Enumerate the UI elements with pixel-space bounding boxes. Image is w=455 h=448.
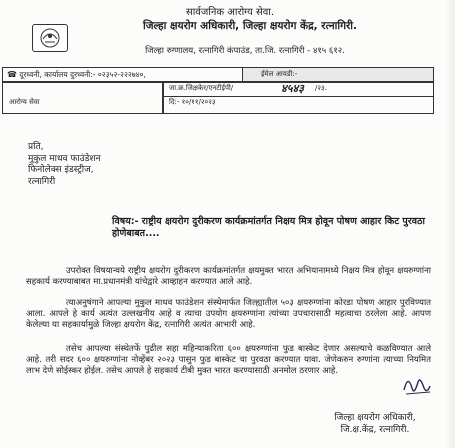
header-address: जिल्हा रुग्णालय, रत्नागिरी कंपाउंड, ता.जि. रत्नागिरी - ४१५ ६१२. (145, 46, 345, 56)
header-service: सार्वजनिक आरोग्य सेवा. (185, 7, 275, 18)
email-label: ईमेल आयडी:- (261, 70, 298, 78)
reference-prefix: जा.क्र.जिक्षकेर/एनटीईपी/ (169, 84, 234, 92)
reference-divider (163, 96, 433, 97)
department-cell (2, 81, 164, 114)
health-department-logo (32, 24, 68, 52)
signatory-title: जिल्हा क्षयरोग अधिकारी, (334, 413, 416, 423)
phone-icon: ☎ (7, 70, 17, 79)
recipient-line3: रत्नागिरी (28, 176, 56, 187)
signature-mark (400, 368, 434, 402)
recipient-block (28, 142, 101, 188)
page-edge-shadow (446, 0, 455, 448)
paragraph-1: उपरोक्त विषयान्वये राष्ट्रीय क्षयरोग दुरीकरण कार्यक्रमांतर्गत क्षयमुक्त भारत अभियानामध्ये निक्षय मित्र होवून क्षयरुग्णांना सहकार्य करण्याबाबत मा.प्रधानमंत्री यांचेद्वारे आव्हाहन करण्यात आले आहे. (26, 266, 431, 287)
letter-date: दि:- १०/११/२०२३ (169, 98, 216, 106)
recipient-line1: मुकुल माधव फाउंडेशन (28, 153, 101, 164)
reference-suffix: /२३. (315, 84, 327, 92)
signatory-block (300, 412, 450, 436)
recipient-line2: फिनोलेक्स इंडस्ट्रीज, (28, 165, 94, 175)
paragraph-2: त्याअनुषंगाने आपल्या मुकुल माधव फाउंडेशन संस्थेमार्फत जिल्ह्यातील ५०३ क्षयरुग्णांना कोरडा पोषण आहार पुरविण्यात आला. आपले हे कार्य अत्यंत उल्लखनीय आहे व त्याचा उपयोग क्षयरुग्णांना त्यांच्या उपचारासाठी महत्वाचा ठरलेला आहे. आपण केलेल्या या सहकार्यामुळे जिल्हा क्षयरोग केंद्र, रत्नागिरी अत्यंत आभारी आहे. (26, 298, 431, 330)
header-organization: जिल्हा क्षयरोग अधिकारी, जिल्हा क्षयरोग केंद्र, रत्नागिरी. (143, 20, 357, 32)
recipient-to: प्रति, (28, 142, 44, 152)
reference-number: ४५४३ (281, 82, 304, 95)
department-label: आरोग्य सेवा (9, 98, 40, 106)
paragraph-3: तसेच आपल्या संस्थेतर्फे पुढील सहा महिन्याकरिता ६०० क्षयरुग्णांना फुड बास्केट देणार असल्याचे कळविण्यात आले आहे. तरी सदर ६०० क्षयरुग्णांना नोव्हेंबर २०२३ पासुन फुड बास्केट चा पुरवठा करण्यात यावा. जेणेकरुन रुग्णांना त्याच्या नियमित लाभ देणे सोईस्कर होईल. तसेच आपले हे सहकार्य टीबी मुक्त भारत करण्यासाठी अनमोल ठरणार आहे. (26, 344, 431, 376)
reference-cell (162, 81, 434, 114)
phone-label: दूरध्वनी, कार्यालय दुरध्वनी:- ०२३५२-२२२७४०, (19, 70, 146, 79)
letter-subject: विषय:- राष्ट्रीय क्षयरोग दुरीकरण कार्यक्रमांतर्गत निक्षय मित्र होवून पोषण आहार किट पुरवठा होणेबाबत.... (112, 216, 425, 239)
signatory-office: जि.क्ष.केंद्र, रत्नागिरी. (340, 425, 410, 435)
